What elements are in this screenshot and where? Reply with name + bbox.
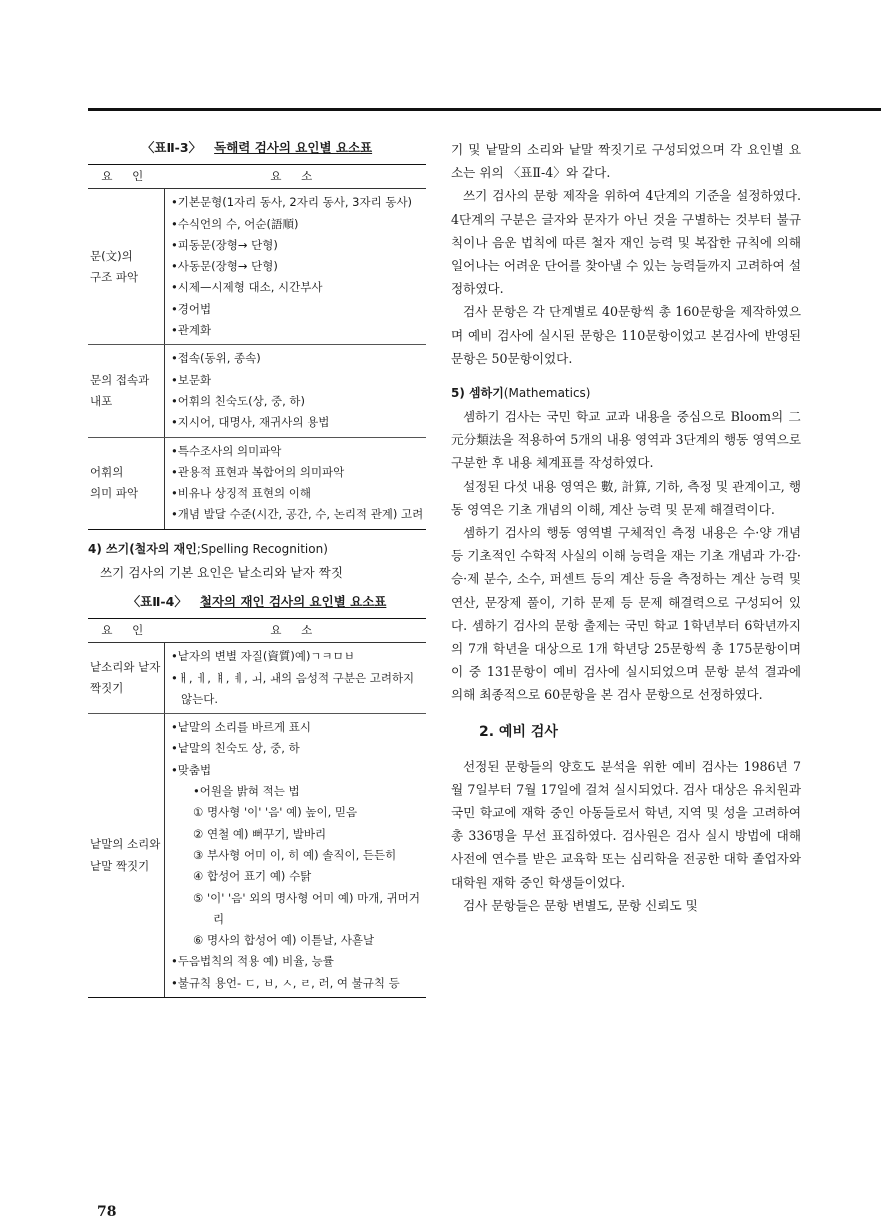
table-row bbox=[88, 437, 426, 529]
element-item: •비유나 상징적 표현의 이해 bbox=[171, 486, 311, 501]
element-item: •불규칙 용언- ㄷ, ㅂ, ㅅ, ㄹ, 러, 여 불규칙 등 bbox=[171, 975, 400, 990]
paragraph-4: 셈하기 검사는 국민 학교 교과 내용을 중심으로 Bloom의 二元分類法을 적용하여 5개의 내용 영역과 3단계의 행동 영역으로 구분한 후 내용 체계표를 작성하였다. bbox=[451, 409, 801, 471]
section5-heading-ko: 5) 셈하기 bbox=[451, 386, 504, 401]
table3-caption bbox=[88, 138, 426, 156]
element-item: •피동문(장형→ 단형) bbox=[171, 237, 278, 252]
table4 bbox=[88, 618, 426, 998]
page-number: 78 bbox=[97, 1204, 117, 1220]
element-item: •시제—시제형 대소, 시간부사 bbox=[171, 280, 323, 295]
element-item: •낱말의 소리를 바르게 표시 bbox=[171, 720, 311, 735]
element-item: •사동문(장형→ 단형) bbox=[171, 259, 278, 274]
table3-title: 독해력 검사의 요인별 요소표 bbox=[214, 140, 373, 155]
table-row bbox=[88, 643, 426, 714]
section4-heading-en: ;Spelling Recognition) bbox=[196, 541, 328, 556]
section4-heading-ko: 4) 쓰기(철자의 재인 bbox=[88, 541, 197, 556]
element-item: •기본문형(1자리 동사, 2자리 동사, 3자리 동사) bbox=[171, 195, 413, 210]
paragraph-5: 설정된 다섯 내용 영역은 數, 計算, 기하, 측정 및 관계이고, 행동 영역은 기초 개념의 이해, 계산 능력 및 문제 해결력이다. bbox=[451, 478, 801, 517]
element-item: •접속(동위, 종속) bbox=[171, 351, 261, 366]
paragraph-2: 쓰기 검사의 문항 제작을 위하여 4단계의 기준을 설정하였다. 4단계의 구분은 글자와 문자가 아닌 것을 구별하는 것부터 불규칙이나 음운 법칙에 따른 철자 재인 능력 및 복잡한 규칙에 의해 일어나는 어려운 단어를 찾아낼 수 있는 능력들까지 고려하여 설정하였다. bbox=[451, 188, 801, 297]
section-2-heading: 2. 예비 검사 bbox=[479, 723, 558, 740]
table3-label: 〈표Ⅱ-3〉 bbox=[141, 140, 202, 155]
factor-label: 문(文)의 구조 파악 bbox=[90, 248, 139, 284]
section5-heading bbox=[451, 384, 801, 401]
element-item: •맞춤법 bbox=[171, 762, 212, 777]
paragraph-7: 선정된 문항들의 양호도 분석을 위한 예비 검사는 1986년 7월 7일부터 7월 17일에 걸쳐 실시되었다. 검사 대상은 유치원과 국민 학교에 재학 중인 아동들로서 학년, 지역 및 성을 고려하여 총 336명을 무선 표집하였다. 검사원은 검사 실시 방법에 대해 사전에 연수를 받은 교육학 또는 심리학을 전공한 대학 졸업자와 대학원 재학 중인 학생들이었다. bbox=[451, 758, 801, 890]
element-subitem: ④ 합성어 표기 예) 수탉 bbox=[193, 869, 312, 884]
table3-head-factor: 요 인 bbox=[88, 165, 165, 189]
table4-head-element: 요 소 bbox=[165, 618, 427, 642]
right-column bbox=[451, 138, 801, 917]
factor-label: 낱소리와 낱자 짝짓기 bbox=[90, 659, 161, 696]
element-subitem: ⑥ 명사의 합성어 예) 이튿날, 사흗날 bbox=[193, 933, 375, 948]
element-subitem: ② 연철 예) 뻐꾸기, 발바리 bbox=[193, 826, 327, 841]
table-row bbox=[88, 714, 426, 998]
factor-cell bbox=[88, 643, 165, 714]
factor-cell bbox=[88, 189, 165, 345]
table4-label: 〈표Ⅱ-4〉 bbox=[127, 593, 187, 609]
element-item: •관용적 표현과 복합어의 의미파악 bbox=[171, 464, 345, 479]
section4-intro: 쓰기 검사의 기본 요인은 낱소리와 낱자 짝짓 bbox=[100, 564, 343, 580]
left-column bbox=[88, 138, 426, 998]
factor-label: 어휘의 의미 파악 bbox=[90, 464, 139, 501]
element-item: •보문화 bbox=[171, 372, 212, 387]
element-item: •낱말의 친숙도 상, 중, 하 bbox=[171, 741, 300, 756]
element-cell bbox=[165, 714, 427, 998]
factor-cell bbox=[88, 345, 165, 437]
element-subitem: ⑤ '이' '음' 외의 명사형 어미 예) 마개, 귀머거리 bbox=[193, 890, 420, 926]
element-item: •낱자의 변별 자질(資質)예)ㄱㅋㅁㅂ bbox=[171, 649, 355, 664]
element-item: •어휘의 친숙도(상, 중, 하) bbox=[171, 393, 306, 408]
element-cell bbox=[165, 189, 427, 345]
element-item: •개념 발달 수준(시간, 공간, 수, 논리적 관계) 고려 bbox=[171, 507, 424, 522]
section5-heading-en: (Mathematics) bbox=[503, 386, 591, 401]
element-item: •두음법칙의 적용 예) 비율, 능률 bbox=[171, 954, 334, 969]
element-item: •ㅐ, ㅔ, ㅒ, ㅖ, ㅚ, ㅙ의 음성적 구분은 고려하지 않는다. bbox=[171, 670, 415, 706]
table-row bbox=[88, 189, 426, 345]
factor-cell bbox=[88, 437, 165, 529]
factor-label: 낱말의 소리와 낱말 짝짓기 bbox=[90, 837, 161, 873]
element-item: •특수조사의 의미파악 bbox=[171, 443, 282, 458]
paragraph-1: 기 및 낱말의 소리와 낱말 짝짓기로 구성되었으며 각 요인별 요소는 위의 〈표Ⅱ-4〉와 같다. bbox=[451, 142, 801, 181]
paragraph-8: 검사 문항들은 문항 변별도, 문항 신뢰도 및 bbox=[463, 897, 698, 913]
element-item: •지시어, 대명사, 재귀사의 용법 bbox=[171, 415, 330, 430]
table-row bbox=[88, 345, 426, 437]
element-cell bbox=[165, 345, 427, 437]
table4-caption bbox=[88, 592, 426, 610]
paragraph-3: 검사 문항은 각 단계별로 40문항씩 총 160문항을 제작하였으며 예비 검사에 실시된 문항은 110문항이었고 본검사에 반영된 문항은 50문항이었다. bbox=[451, 304, 801, 366]
element-item: •경어법 bbox=[171, 301, 212, 316]
table3-head-element: 요 소 bbox=[165, 165, 427, 189]
paragraph-6: 셈하기 검사의 행동 영역별 구체적인 측정 내용은 수·양 개념 등 기초적인 수학적 사실의 이해 능력을 재는 기초 개념과 가·감·승·제 분수, 소수, 퍼센트 등의 계산 등을 측정하는 계산 능력 및 연산, 문장제 풀이, 기하 문제 등 문제 해결력으로 구성되어 있다. 셈하기 검사의 문항 출제는 국민 학교 1학년부터 6학년까지의 7개 학년을 대상으로 1개 학년당 25문항씩 총 175문항이며 이 중 131문항이 예비 검사에 실시되었으며 문항 분석 결과에 의해 최종적으로 60문항을 본 검사 문항으로 선정하였다. bbox=[451, 525, 801, 703]
element-item: •수식언의 수, 어순(語順) bbox=[171, 216, 299, 231]
factor-cell bbox=[88, 714, 165, 998]
factor-label: 문의 접속과 내포 bbox=[90, 372, 150, 408]
header-rule bbox=[88, 108, 881, 111]
element-subitem: ① 명사형 '이' '음' 예) 높이, 믿음 bbox=[193, 805, 358, 820]
element-subitem: ③ 부사형 어미 이, 히 예) 솔직이, 든든히 bbox=[193, 847, 397, 862]
table4-title: 철자의 재인 검사의 요인별 요소표 bbox=[199, 593, 387, 609]
element-subitem: •어원을 밝혀 적는 법 bbox=[193, 784, 300, 799]
section4-heading bbox=[88, 540, 426, 557]
element-item: •관계화 bbox=[171, 323, 212, 338]
element-cell bbox=[165, 437, 427, 529]
element-cell bbox=[165, 643, 427, 714]
table4-head-factor: 요 인 bbox=[88, 618, 165, 642]
table3 bbox=[88, 164, 426, 530]
